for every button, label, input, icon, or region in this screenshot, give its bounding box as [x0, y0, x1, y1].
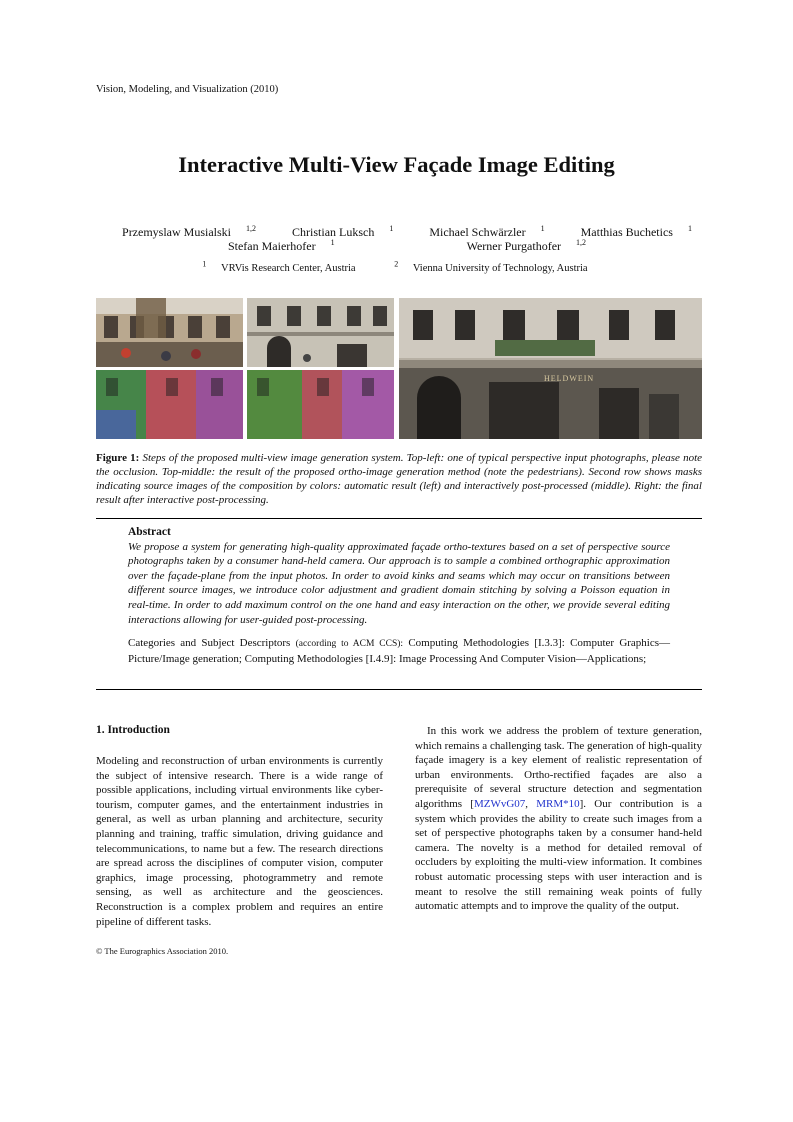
author: Michael Schwärzler $^1$ [429, 224, 545, 239]
citation-link[interactable]: MRM*10 [536, 797, 580, 810]
affiliation: $^2$ Vienna University of Technology, Austria [394, 259, 588, 274]
facade-photo-icon [247, 298, 394, 367]
caption-text: Steps of the proposed multi-view image generation system. Top-left: one of typical perspective input photographs, please note the occlusion. Top-middle: the result of the proposed ortho-image generation method (note the pedestrians). Second row shows masks indicating source images of the composition by colors: automatic result (left) and interactively post-processed (middle). Right: the final result after interactive post-processing. [96, 452, 703, 506]
author: Werner Purgathofer $^{1,2}$ [466, 238, 587, 253]
shop-sign: HELDWEIN [544, 374, 595, 383]
categories-label: Categories and Subject Descriptors [128, 637, 291, 649]
input-photo-panel [96, 298, 243, 367]
ortho-result-panel [247, 298, 394, 367]
author: Christian Luksch $^1$ [292, 224, 394, 239]
section-heading: 1. Introduction [96, 724, 170, 736]
paper-title: Interactive Multi-View Façade Image Editing [178, 152, 615, 177]
abstract-text: We propose a system for generating high-quality approximated façade ortho-textures based on a set of perspective source photographs taken by a consumer hand-held camera. Our approach is to sample a combined orthographic approximation over the façade-plane from the input photos. In order to avoid kinks and seams which may occur on transitions between different source images, we introduce color adjustment and gradient domain stitching by solving a Poisson equation in real-time. In order to add maximum control on the one hand and easy interaction on the other, we provide several editing interactions allowing for user-guided post-processing. [128, 540, 670, 626]
mask-overlay-icon [96, 370, 243, 439]
intro-column-1: Modeling and reconstruction of urban environments is currently the subject of intensive research. There is a wide range of possible applications, including virtual environments like cyber-tourism, computer games, and the entertainment industries in general, as well as urban planning and architecture, security planning and training, traffic simulation, driving guidance and telecommunications, to name but a few. The research directions are spread across the disciplines of computer vision, computer graphics, image processing, photogrammetry and remote sensing, as well as architecture and the geosciences. Reconstruction is a complex problem and requires an entire pipeline of different tasks. [96, 755, 383, 928]
facade-photo-icon [96, 298, 243, 367]
author: Stefan Maierhofer $^1$ [227, 238, 335, 253]
author-row-1 [96, 225, 706, 239]
author-list [96, 225, 706, 253]
edited-mask-panel [247, 370, 394, 439]
author-row-2 [96, 239, 706, 253]
auto-mask-panel [96, 370, 243, 439]
abstract-heading: Abstract [128, 526, 171, 538]
copyright-footer: © The Eurographics Association 2010. [96, 946, 229, 956]
abstract-bottom-rule [96, 689, 702, 690]
author: Przemyslaw Musialski $^{1,2}$ [122, 224, 257, 239]
categories-text: Computing Methodologies [I.3.3]: Computer Graphics—Picture/Image generation; Computing Methodologies [I.4.9]: Image Processing And Computer Vision—Applications; [128, 637, 671, 665]
caption-label: Figure 1: [96, 452, 140, 464]
facade-photo-icon [399, 298, 702, 439]
final-result-panel [399, 298, 702, 439]
journal-header: Vision, Modeling, and Visualization (2010) [96, 84, 279, 95]
abstract-block [128, 525, 670, 627]
abstract-top-rule [96, 518, 702, 519]
figure-caption [96, 451, 702, 507]
categories-block [128, 636, 670, 666]
affiliation: $^1$ VRVis Research Center, Austria [202, 259, 356, 274]
author: Matthias Buchetics $^1$ [580, 224, 692, 239]
figure-1 [96, 298, 702, 439]
intro-column-2: In this work we address the problem of texture generation, which remains a challenging task. The generation of high-quality façade imagery is a key element of realistic representation of urban environments. Ortho-rectified façades are also a prerequisite of several structure detection and segmentation algorithms [MZWvG07, MRM*10]. Our contribution is a system which provides the ability to create such images from a set of perspective photographs taken by a consumer hand-held camera. The novelty is a method for detailed removal of occluders by exploiting the multi-view information. It combines robust automatic processing steps with user interaction and is meant to resolve the still remaining weak points of fully automatic attempts and to improve the quality of the output. [415, 725, 703, 913]
citation-link[interactable]: MZWvG07 [473, 797, 526, 810]
mask-overlay-icon [247, 370, 394, 439]
affiliations [96, 259, 706, 274]
categories-note: (according to ACM CCS): [295, 639, 404, 649]
